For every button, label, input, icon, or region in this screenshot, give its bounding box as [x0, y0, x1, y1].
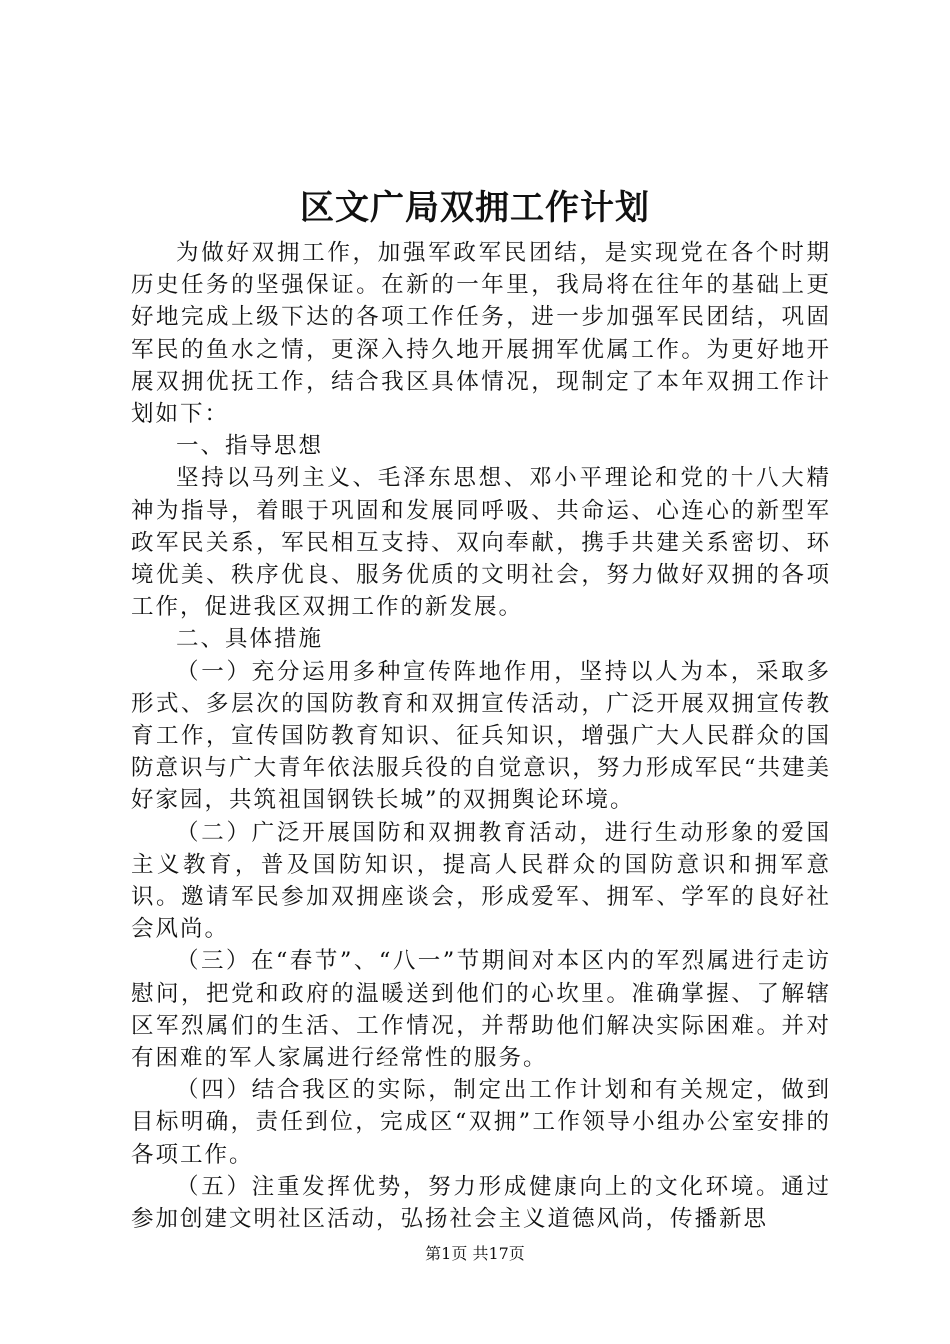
guiding-ideology-paragraph: 坚持以马列主义、毛泽东思想、邓小平理论和党的十八大精神为指导，着眼于巩固和发展同呼吸、共命运、心连心的新型军政军民关系，军民相互支持、双向奉献，携手共建关系密切、环境优美、秩序优良、服务优质的文明社会，努力做好双拥的各项工作，促进我区双拥工作的新发展。 — [131, 465, 831, 621]
section-heading-specific-measures: 二、具体措施 — [176, 626, 324, 653]
document-title: 区文广局双拥工作计划 — [300, 188, 650, 228]
measure-paragraph-1: （一）充分运用多种宣传阵地作用，坚持以人为本，采取多形式、多层次的国防教育和双拥宣传活动，广泛开展双拥宣传教育工作，宣传国防教育知识、征兵知识，增强广大人民群众的国防意识与广大青年依法服兵役的自觉意识，努力形成军民“共建美好家园，共筑祖国钢铁长城”的双拥舆论环境。 — [131, 658, 831, 814]
measure-paragraph-4: （四）结合我区的实际，制定出工作计划和有关规定，做到目标明确，责任到位，完成区“双拥”工作领导小组办公室安排的各项工作。 — [131, 1077, 831, 1168]
measure-paragraph-2: （二）广泛开展国防和双拥教育活动，进行生动形象的爱国主义教育，普及国防知识，提高人民群众的国防意识和拥军意识。邀请军民参加双拥座谈会，形成爱军、拥军、学军的良好社会风尚。 — [131, 819, 831, 943]
measure-paragraph-5: （五）注重发挥优势，努力形成健康向上的文化环境。通过参加创建文明社区活动，弘扬社会主义道德风尚，传播新思 — [131, 1173, 831, 1233]
section-heading-guiding-ideology: 一、指导思想 — [176, 433, 324, 460]
intro-paragraph: 为做好双拥工作，加强军政军民团结，是实现党在各个时期历史任务的坚强保证。在新的一年里，我局将在往年的基础上更好地完成上级下达的各项工作任务，进一步加强军民团结，巩固军民的鱼水之情，更深入持久地开展拥军优属工作。为更好地开展双拥优抚工作，结合我区具体情况，现制定了本年双拥工作计划如下： — [131, 240, 831, 428]
page-footer: 第1页 共17页 — [425, 1244, 525, 1263]
measure-paragraph-3: （三）在“春节”、“八一”节期间对本区内的军烈属进行走访慰问，把党和政府的温暖送到他们的心坎里。准确掌握、了解辖区军烈属们的生活、工作情况，并帮助他们解决实际困难。并对有困难的军人家属进行经常性的服务。 — [131, 948, 831, 1072]
document-body — [131, 237, 831, 1235]
